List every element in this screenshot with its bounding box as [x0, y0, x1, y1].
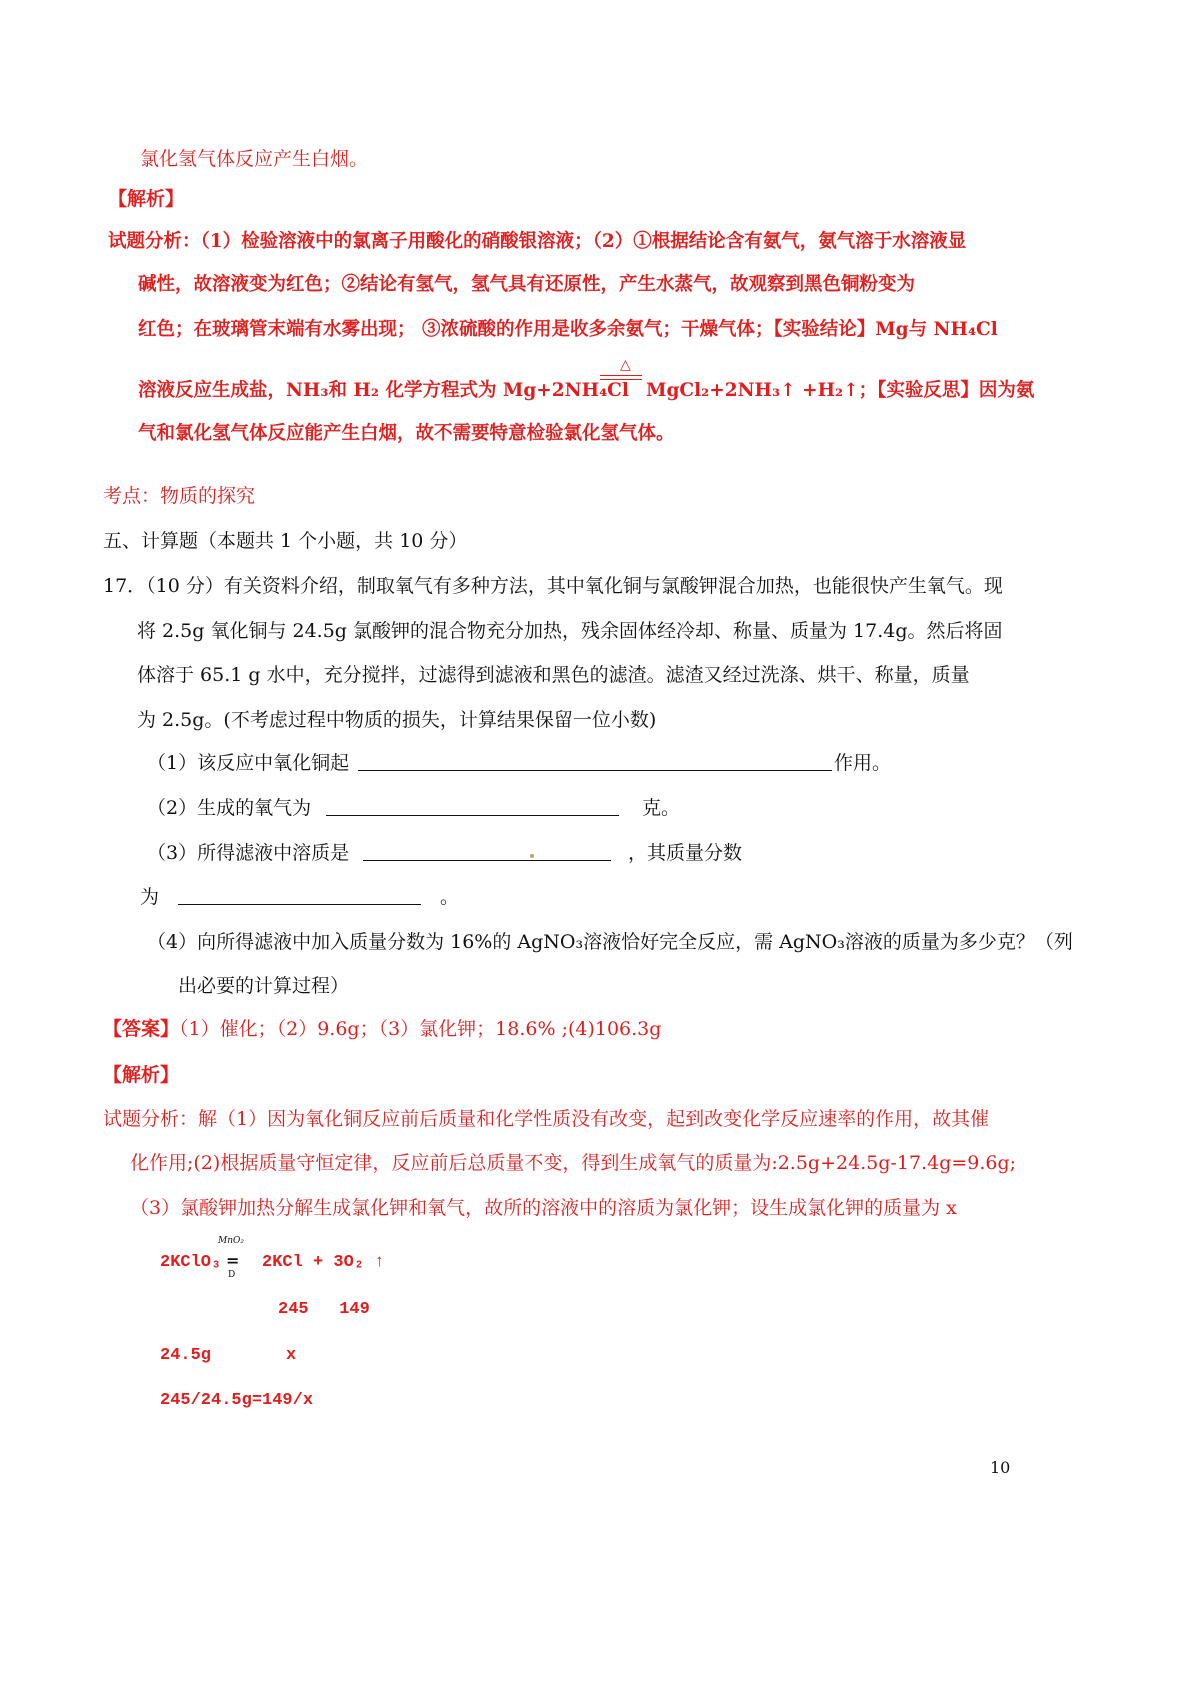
answer-line	[103, 1016, 661, 1042]
analysis2-line-1: 试题分析：解（1）因为氧化铜反应前后质量和化学性质没有改变，起到改变化学反应速率的作用，故其催	[103, 1108, 990, 1130]
stray-dot	[530, 854, 534, 858]
q17-line-1: 17．（10 分）有关资料介绍，制取氧气有多种方法，其中氧化铜与氯酸钾混合加热，也能很快产生氧气。现	[103, 575, 1003, 597]
q17-sub3-blank	[363, 860, 611, 861]
eq-right: 2KCl + 3O₂ ↑	[262, 1253, 385, 1272]
reaction-arrow-line-top	[600, 375, 642, 376]
analysis2-tag: 【解析】	[103, 1064, 180, 1086]
q17-sub4-line-2: 出必要的计算过程）	[178, 975, 350, 997]
page-number: 10	[990, 1458, 1011, 1477]
section-heading: 五、计算题（本题共 1 个小题，共 10 分）	[103, 530, 468, 552]
eq-unknown: x	[286, 1346, 297, 1365]
q17-line-4: 为 2.5g。(不考虑过程中物质的损失，计算结果保留一位小数)	[137, 709, 657, 731]
q17-sub3-end: 。	[440, 886, 460, 908]
eq-heat: D	[228, 1270, 236, 1280]
q17-sub2-blank	[326, 815, 619, 816]
analysis-line-3: 红色；在玻璃管末端有水雾出现； ③浓硫酸的作用是收多余氨气；干燥气体；【实验结论】Mg与 NH₄Cl	[138, 319, 998, 340]
analysis-line-4b: MgCl₂+2NH₃↑ +H₂↑；【实验反思】因为氨	[646, 380, 1035, 401]
q17-sub2-prefix: （2）生成的氧气为	[147, 797, 312, 819]
delta-symbol: △	[620, 357, 631, 373]
kaodian: 考点：物质的探究	[103, 485, 256, 507]
q17-sub3-blank-2	[178, 904, 421, 905]
q17-sub1-suffix: 作用。	[834, 752, 892, 774]
analysis-line-2: 碱性，故溶液变为红色；②结论有氢气，氢气具有还原性，产生水蒸气，故观察到黑色铜粉变为	[138, 274, 916, 295]
answer-text: （1）催化；（2）9.6g；（3）氯化钾；18.6% ;(4)106.3g	[179, 1018, 662, 1040]
analysis-line-1: 试题分析：（1）检验溶液中的氯离子用酸化的硝酸银溶液；（2）①根据结论含有氨气，氨气溶于水溶液显	[108, 231, 967, 252]
eq-sign: =	[226, 1251, 240, 1270]
q17-line-3: 体溶于 65.1 g 水中，充分搅拌，过滤得到滤液和黑色的滤渣。滤渣又经过洗涤、烘干、称量，质量	[137, 664, 970, 686]
analysis2-line-2: 化作用;(2)根据质量守恒定律，反应前后总质量不变，得到生成氧气的质量为:2.5g+24.5g-17.4g=9.6g;	[130, 1152, 1017, 1174]
q17-sub3-suffix: ，其质量分数	[628, 842, 743, 864]
q17-sub1-blank	[358, 770, 832, 771]
analysis-line-4a: 溶液反应生成盐，NH₃和 H₂ 化学方程式为 Mg+2NH₄Cl	[138, 380, 629, 401]
q17-sub2-suffix: 克。	[642, 797, 681, 819]
q17-line-2: 将 2.5g 氧化铜与 24.5g 氯酸钾的混合物充分加热，残余固体经冷却、称量、质量为 17.4g。然后将固	[137, 620, 1003, 642]
q17-sub4-line-1: （4）向所得滤液中加入质量分数为 16%的 AgNO₃溶液恰好完全反应，需 AgNO₃溶液的质量为多少克？（列	[147, 931, 1073, 953]
analysis-tag: 【解析】	[108, 188, 185, 210]
q17-sub3-wei: 为	[140, 886, 160, 908]
answer-tag: 【答案】	[103, 1018, 180, 1040]
q17-sub3-prefix: （3）所得滤液中溶质是	[147, 842, 350, 864]
eq-molar-masses: 245 149	[278, 1300, 370, 1319]
eq-catalyst: MnO₂	[218, 1236, 244, 1246]
prev-line-1: 氯化氢气体反应产生白烟。	[140, 148, 369, 170]
eq-given-mass: 24.5g	[160, 1346, 212, 1365]
q17-sub1-prefix: （1）该反应中氧化铜起	[147, 752, 350, 774]
eq-proportion: 245/24.5g=149/x	[160, 1391, 314, 1410]
eq-left: 2KClO₃	[160, 1253, 222, 1272]
analysis-line-5: 气和氯化氢气体反应能产生白烟，故不需要特意检验氯化氢气体。	[138, 423, 675, 444]
analysis2-line-3: （3）氯酸钾加热分解生成氯化钾和氧气，故所的溶液中的溶质为氯化钾；设生成氯化钾的质量为 x	[130, 1197, 957, 1219]
